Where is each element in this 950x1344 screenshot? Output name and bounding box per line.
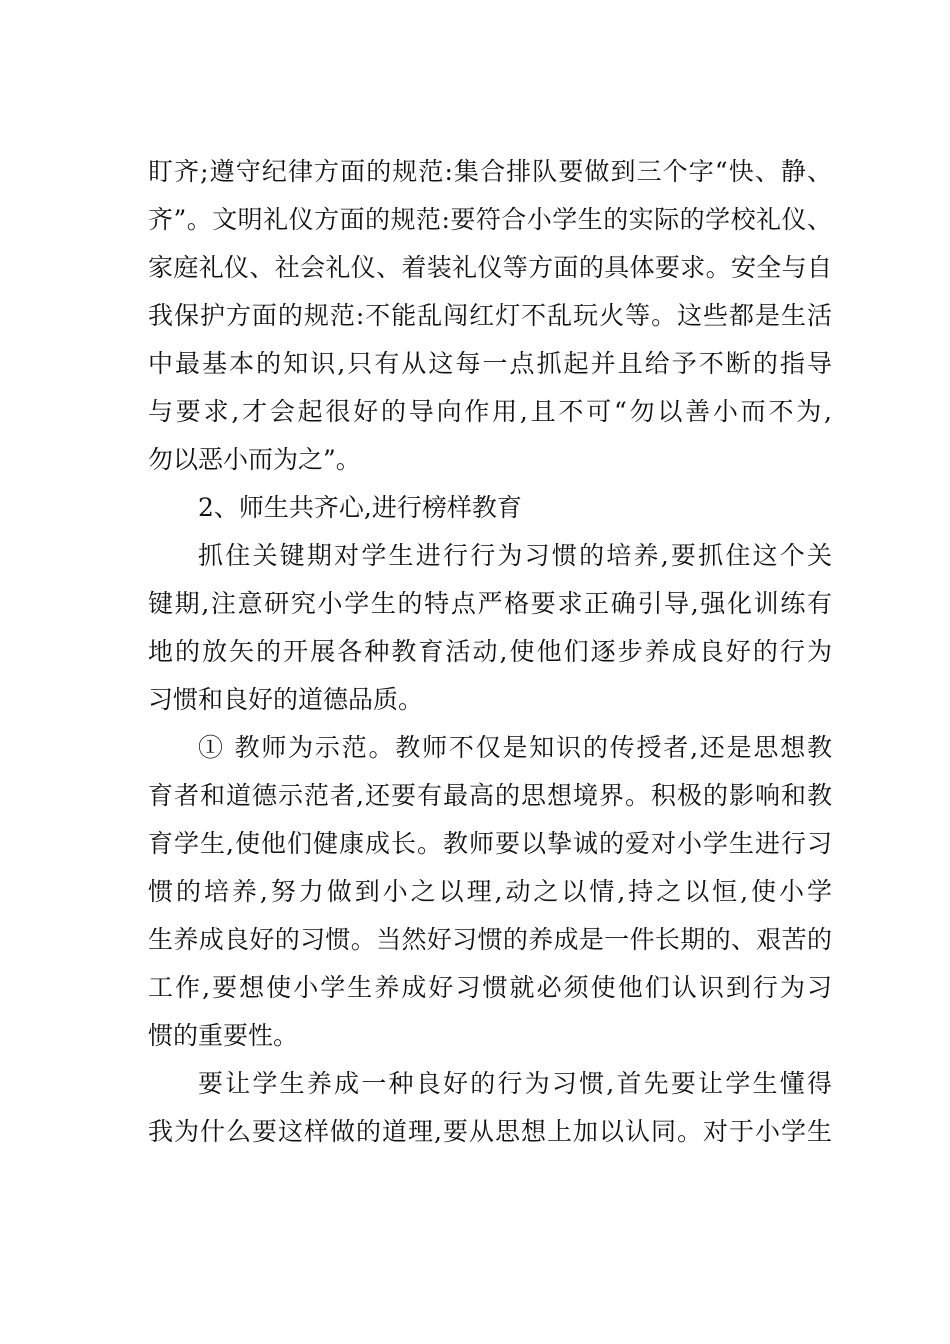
text-line: 育学生,使他们健康成长。教师要以挚诚的爱对小学生进行习: [148, 829, 832, 858]
text-line: 与要求,才会起很好的导向作用,且不可“勿以善小而不为,: [148, 397, 832, 426]
text-line: 盯齐;遵守纪律方面的规范:集合排队要做到三个字“快、静、: [148, 157, 832, 186]
text-line: 我保护方面的规范:不能乱闯红灯不乱玩火等。这些都是生活: [148, 301, 832, 330]
text-line: 勿以恶小而为之”。: [148, 445, 361, 474]
text-line: 齐”。文明礼仪方面的规范:要符合小学生的实际的学校礼仪、: [148, 205, 832, 234]
text-line: 习惯和良好的道德品质。: [148, 685, 424, 714]
text-line: 键期,注意研究小学生的特点严格要求正确引导,强化训练有: [148, 589, 832, 618]
text-line: 家庭礼仪、社会礼仪、着装礼仪等方面的具体要求。安全与自: [148, 253, 832, 282]
text-line: 我为什么要这样做的道理,要从思想上加以认同。对于小学生: [148, 1117, 832, 1146]
text-line: 育者和道德示范者,还要有最高的思想境界。积极的影响和教: [148, 781, 832, 810]
text-line: 生养成良好的习惯。当然好习惯的养成是一件长期的、艰苦的: [148, 925, 832, 954]
text-line: 惯的重要性。: [148, 1021, 299, 1050]
section-heading: 2、师生共齐心,进行榜样教育: [198, 493, 522, 522]
document-body: [148, 148, 832, 1156]
text-line: 惯的培养,努力做到小之以理,动之以情,持之以恒,使小学: [148, 877, 832, 906]
text-line: 抓住关键期对学生进行行为习惯的培养,要抓住这个关: [198, 541, 832, 570]
text-line: ① 教师为示范。教师不仅是知识的传授者,还是思想教: [198, 733, 832, 762]
text-line: 工作,要想使小学生养成好习惯就必须使他们认识到行为习: [148, 973, 832, 1002]
text-line: 要让学生养成一种良好的行为习惯,首先要让学生懂得: [198, 1069, 832, 1098]
text-line: 地的放矢的开展各种教育活动,使他们逐步养成良好的行为: [148, 637, 832, 666]
text-line: 中最基本的知识,只有从这每一点抓起并且给予不断的指导: [148, 349, 832, 378]
